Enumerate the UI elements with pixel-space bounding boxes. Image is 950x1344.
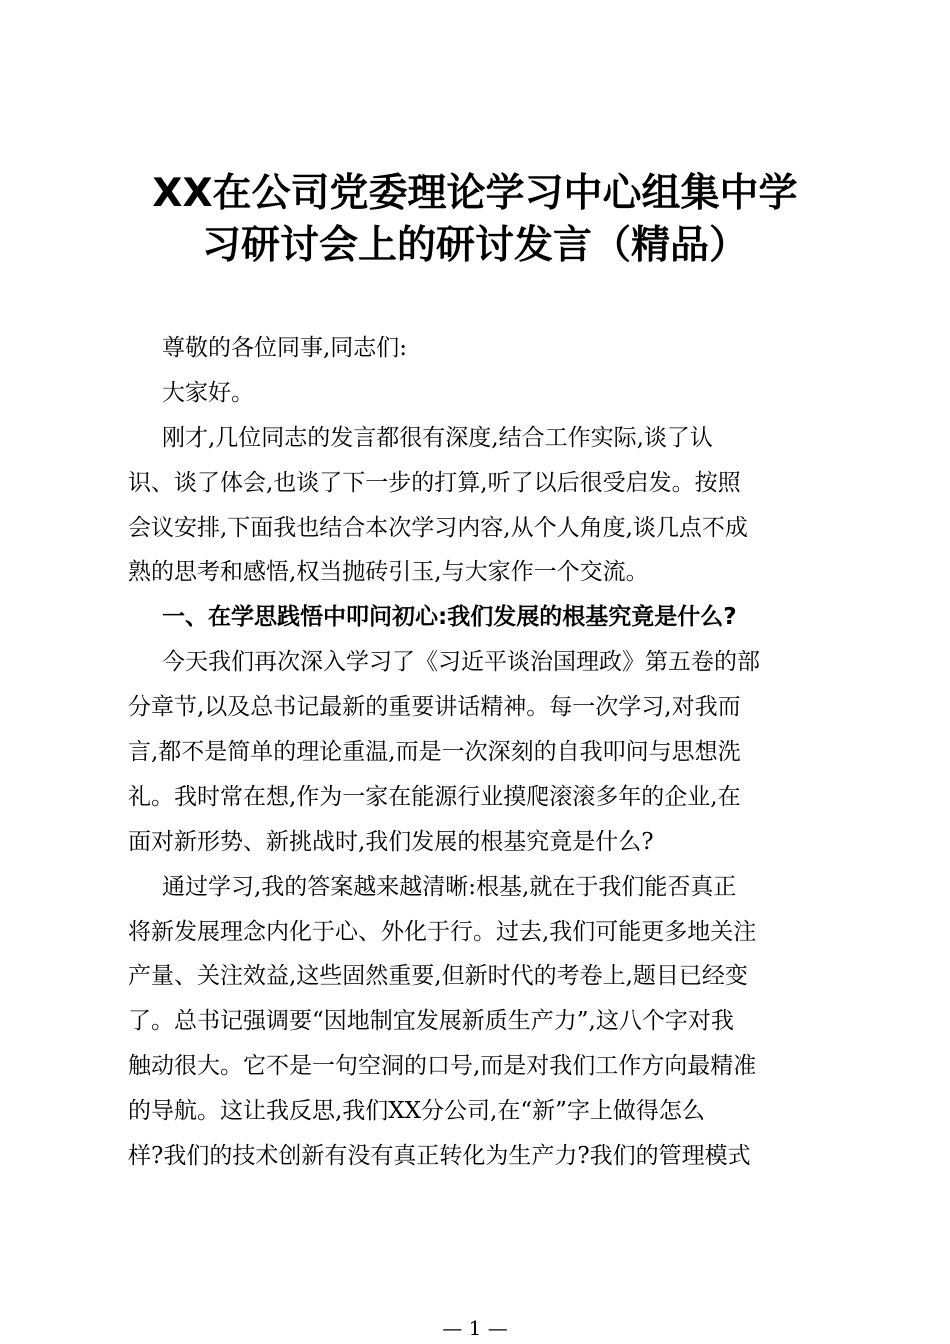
paragraph-line: 了。总书记强调要“因地制宜发展新质生产力”,这八个字对我	[128, 1008, 734, 1035]
paragraph-line: 礼。我时常在想,作为一家在能源行业摸爬滚滚多年的企业,在	[128, 783, 741, 810]
section-paragraph-2	[128, 865, 828, 1179]
intro-paragraph	[128, 416, 828, 596]
section-paragraph-1	[128, 640, 828, 864]
page-number: — 1 —	[442, 1316, 508, 1340]
paragraph-line: 识、谈了体会,也谈了下一步的打算,听了以后很受启发。按照	[128, 469, 741, 496]
paragraph-line: 熟的思考和感悟,权当抛砖引玉,与大家作一个交流。	[128, 559, 649, 586]
paragraph-line: 的导航。这让我反思,我们XX分公司,在“新”字上做得怎么	[128, 1098, 705, 1125]
title-line-1: XX在公司党委理论学习中心组集中学	[152, 171, 798, 216]
paragraph-line: 触动很大。它不是一句空洞的口号,而是对我们工作方向最精准	[128, 1053, 757, 1080]
document-body	[128, 326, 828, 1179]
paragraph-line: 通过学习,我的答案越来越清晰:根基,就在于我们能否真正	[162, 873, 737, 900]
paragraph-line: 分章节,以及总书记最新的重要讲话精神。每一次学习,对我而	[128, 694, 741, 721]
paragraph-line: 刚才,几位同志的发言都很有深度,结合工作实际,谈了认	[162, 424, 713, 451]
paragraph-line: 言,都不是简单的理论重温,而是一次深刻的自我叩问与思想洗	[128, 739, 741, 766]
paragraph-line: 将新发展理念内化于心、外化于行。过去,我们可能更多地关注	[128, 918, 757, 945]
salutation: 尊敬的各位同事,同志们:	[162, 335, 408, 361]
title-line-2: 习研讨会上的研讨发言（精品）	[201, 223, 748, 268]
paragraph-line: 今天我们再次深入学习了《习近平谈治国理政》第五卷的部	[162, 649, 760, 676]
section-heading: 一、在学思践悟中叩问初心:我们发展的根基究竟是什么?	[162, 604, 737, 631]
paragraph-line: 会议安排,下面我也结合本次学习内容,从个人角度,谈几点不成	[128, 514, 748, 541]
greeting: 大家好。	[162, 379, 254, 406]
paragraph-line: 面对新形势、新挑战时,我们发展的根基究竟是什么?	[128, 828, 654, 855]
paragraph-line: 样?我们的技术创新有没有真正转化为生产力?我们的管理模式	[128, 1143, 751, 1170]
paragraph-line: 产量、关注效益,这些固然重要,但新时代的考卷上,题目已经变	[128, 963, 748, 990]
document-title	[100, 168, 850, 272]
